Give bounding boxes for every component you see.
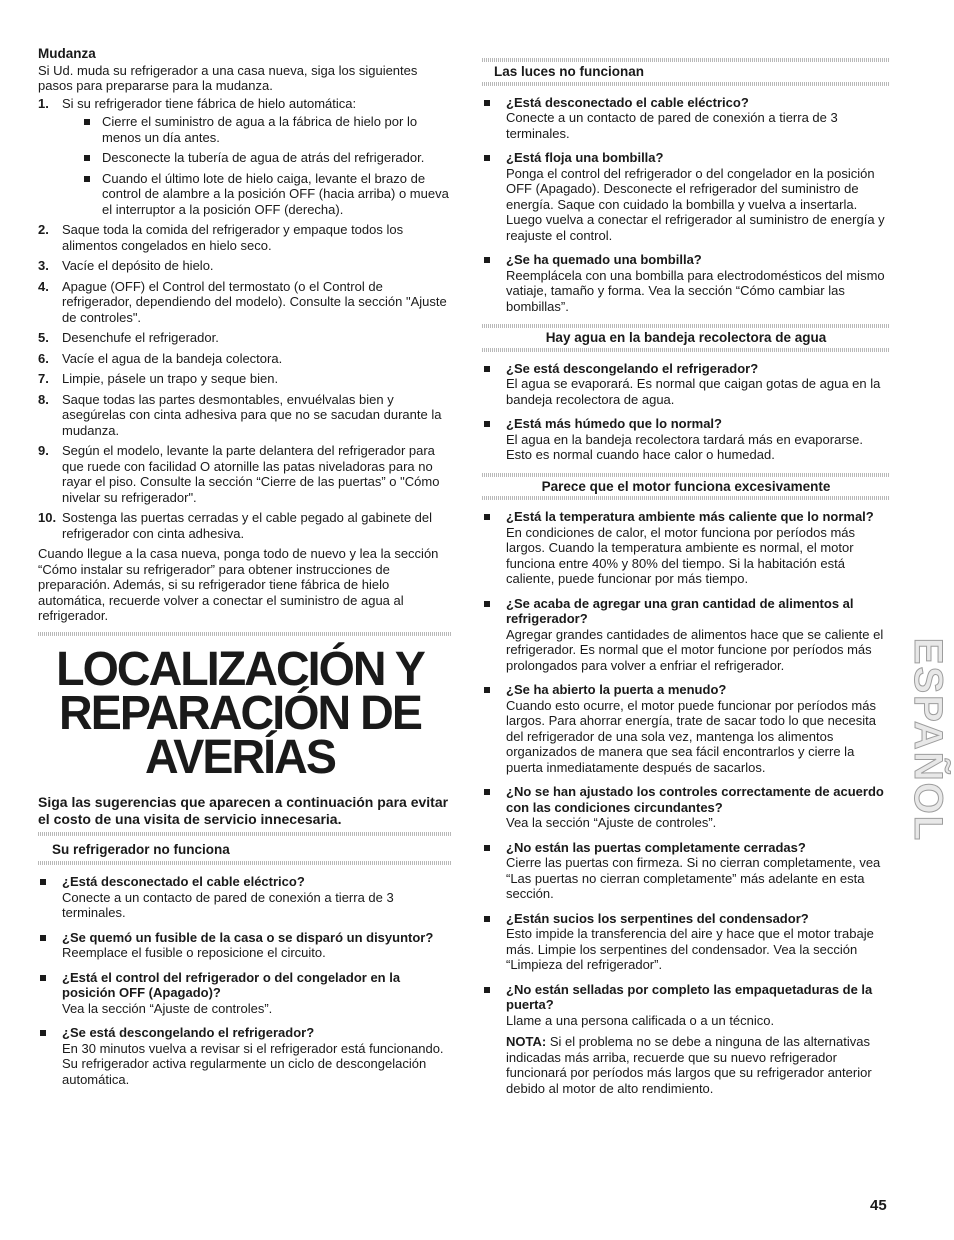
question: ¿No están selladas por completo las empaquetaduras de la puerta? bbox=[506, 981, 873, 1012]
answer: Conecte a un contacto de pared de conexión a tierra de 3 terminales. bbox=[62, 889, 394, 920]
troubleshoot-item bbox=[38, 970, 452, 1017]
step-number: 7. bbox=[38, 371, 49, 386]
step-text: Vacíe el depósito de hielo. bbox=[62, 258, 214, 273]
answer: Vea la sección “Ajuste de controles”. bbox=[506, 815, 717, 830]
question: ¿Está desconectado el cable eléctrico? bbox=[506, 94, 749, 110]
step-item bbox=[38, 279, 452, 326]
step-text: Según el modelo, levante la parte delantera del refrigerador para que ruede con facilidad O atornille las patas niveladoras para no rayar el piso. Consulte la sección “Cierre de las puertas” o "Cómo nivelar su refrigerador". bbox=[62, 443, 440, 505]
question: ¿Está la temperatura ambiente más caliente que lo normal? bbox=[506, 509, 874, 524]
ice-maker-bullets bbox=[38, 114, 452, 217]
bullet-item: Desconecte la tubería de agua de atrás del refrigerador. bbox=[38, 150, 452, 166]
question: ¿No están las puertas completamente cerradas? bbox=[506, 839, 806, 855]
step-text: Vacíe el agua de la bandeja colectora. bbox=[62, 350, 283, 366]
language-tab bbox=[900, 637, 954, 843]
note-text: Si el problema no se debe a ninguna de las alternativas indicadas más arriba, recuerde que su nuevo refrigerador funcionará por períodos más largos que su refrigerador anterior debido al motor de alto rendimiento. bbox=[506, 1034, 872, 1096]
troubleshoot-item bbox=[482, 982, 890, 1029]
section-heading: Las luces no funcionan bbox=[494, 64, 645, 79]
step-number: 1. bbox=[38, 95, 49, 111]
divider bbox=[482, 324, 890, 328]
question: ¿Se quemó un fusible de la casa o se disparó un disyuntor? bbox=[62, 929, 434, 945]
step-text: Sostenga las puertas cerradas y el cable pegado al gabinete del refrigerador con cinta adhesiva. bbox=[62, 510, 433, 541]
divider bbox=[38, 632, 452, 636]
moving-intro: Si Ud. muda su refrigerador a una casa nueva, siga los siguientes pasos para prepararse para la mudanza. bbox=[38, 62, 418, 93]
troubleshoot-item bbox=[482, 416, 890, 463]
question: ¿Está desconectado el cable eléctrico? bbox=[62, 874, 305, 889]
answer: Agregar grandes cantidades de alimentos hace que se caliente el refrigerador. Es normal que el motor funcione por períodos más prolongados para volver a enfriar el refrigerador. bbox=[506, 626, 884, 673]
step-text: Si su refrigerador tiene fábrica de hielo automática: bbox=[62, 95, 357, 111]
step-text: Desenchufe el refrigerador. bbox=[62, 330, 219, 345]
answer: Esto impide la transferencia del aire y hace que el motor trabaje más. Limpie los serpentines del condensador. Vea la sección “Limpieza del refrigerador”. bbox=[506, 926, 874, 972]
step-item bbox=[38, 351, 452, 367]
moving-heading: Mudanza bbox=[38, 46, 96, 61]
troubleshoot-item bbox=[482, 150, 890, 243]
section-heading: Parece que el motor funciona excesivamente bbox=[541, 478, 831, 494]
troubleshoot-item bbox=[482, 509, 890, 587]
answer: El agua en la bandeja recolectora tardará más en evaporarse. Esto es normal cuando hace calor o humedad. bbox=[506, 431, 863, 462]
troubleshoot-item bbox=[38, 1025, 452, 1087]
answer: Cierre las puertas con firmeza. Si no cierran completamente, vea “Las puertas no cierran completamente” más adelante en esta sección. bbox=[506, 855, 881, 901]
tagline: Siga las sugerencias que aparecen a continuación para evitar el costo de una visita de servicio innecesaria. bbox=[38, 793, 449, 827]
note bbox=[482, 1034, 890, 1096]
title-line: AVERÍAS bbox=[145, 730, 335, 784]
answer: Conecte a un contacto de pared de conexión a tierra de 3 terminales. bbox=[506, 110, 838, 141]
right-column bbox=[482, 58, 890, 1096]
divider bbox=[38, 861, 452, 865]
note-label: NOTA: bbox=[506, 1034, 547, 1049]
step-number: 4. bbox=[38, 278, 49, 294]
step-item bbox=[38, 96, 452, 218]
section-heading: Su refrigerador no funciona bbox=[52, 841, 230, 857]
troubleshoot-item bbox=[482, 361, 890, 408]
divider bbox=[482, 348, 890, 352]
bullet-item: Cierre el suministro de agua a la fábrica de hielo por lo menos un día antes. bbox=[38, 114, 452, 145]
step-text: Limpie, pásele un trapo y seque bien. bbox=[62, 371, 279, 386]
step-item bbox=[38, 222, 452, 253]
answer: El agua se evaporará. Es normal que caigan gotas de agua en la bandeja recolectora de agua. bbox=[506, 376, 881, 407]
question: ¿Están sucios los serpentines del condensador? bbox=[506, 910, 809, 926]
step-number: 2. bbox=[38, 222, 49, 237]
step-text: Apague (OFF) el Control del termostato (o el Control de refrigerador, dependiendo del modelo). Consulte la sección "Ajuste de controles". bbox=[62, 278, 447, 325]
answer: Reemplácela con una bombilla para electrodomésticos del mismo vatiaje, tamaño y forma. Vea la sección “Cómo cambiar las bombillas”. bbox=[506, 267, 885, 314]
moving-closing: Cuando llegue a la casa nueva, ponga todo de nuevo y lea la sección “Cómo instalar su refrigerador” para obtener instrucciones de preparación. Además, si su refrigerador tiene fábrica de hielo automática, recuerde volver a conectar el suministro de agua al refrigerador. bbox=[38, 546, 439, 623]
troubleshoot-item bbox=[482, 95, 890, 142]
answer: Cuando esto ocurre, el motor puede funcionar por períodos más largos. Para ahorrar energía, trate de sacar todo lo que necesita del refrigerador de una sola vez, mantenga los alimentos organizados de manera que sea fácil encontrarlos y cierre la puerta inmediatamente después de sacarlos. bbox=[506, 697, 876, 775]
answer: Reemplace el fusible o reposicione el circuito. bbox=[62, 945, 326, 960]
troubleshoot-item bbox=[482, 252, 890, 314]
step-number: 9. bbox=[38, 443, 49, 458]
step-number: 8. bbox=[38, 391, 49, 407]
troubleshoot-item bbox=[482, 596, 890, 674]
step-item bbox=[38, 371, 452, 387]
question: ¿No se han ajustado los controles correctamente de acuerdo con las condiciones circundantes? bbox=[506, 784, 884, 815]
troubleshoot-item bbox=[482, 784, 890, 831]
section-heading: Hay agua en la bandeja recolectora de agua bbox=[545, 330, 827, 345]
step-item bbox=[38, 510, 452, 541]
question: ¿Está más húmedo que lo normal? bbox=[506, 416, 722, 431]
moving-steps bbox=[38, 96, 452, 542]
question: ¿Se acaba de agregar una gran cantidad de alimentos al refrigerador? bbox=[506, 595, 854, 626]
step-number: 6. bbox=[38, 350, 49, 366]
left-column bbox=[38, 46, 452, 1087]
answer: En 30 minutos vuelva a revisar si el refrigerador está funcionando. Su refrigerador activa regularmente un ciclo de descongelación automática. bbox=[62, 1040, 444, 1087]
troubleshoot-item bbox=[38, 930, 452, 961]
title-line: LOCALIZACIÓN Y bbox=[56, 642, 424, 696]
troubleshoot-item bbox=[482, 911, 890, 973]
answer: En condiciones de calor, el motor funciona por períodos más largos. Cuando la temperatura ambiente es normal, el motor funciona entre 40% y 80% del tiempo. Si la habitación está caliente, puede funcionar por más tiempo. bbox=[506, 524, 856, 586]
question: ¿Se ha quemado una bombilla? bbox=[506, 252, 702, 267]
step-item bbox=[38, 258, 452, 274]
divider bbox=[482, 82, 890, 86]
troubleshoot-item bbox=[38, 874, 452, 921]
step-item bbox=[38, 443, 452, 505]
answer: Llame a una persona calificada o a un técnico. bbox=[506, 1012, 775, 1028]
troubleshoot-item bbox=[482, 840, 890, 902]
step-text: Saque todas las partes desmontables, envuélvalas bien y asegúrelas con cinta adhesiva para que no se sacudan durante la mudanza. bbox=[62, 391, 442, 438]
answer: Vea la sección “Ajuste de controles”. bbox=[62, 1000, 273, 1016]
title-line: REPARACIÓN DE bbox=[59, 686, 421, 740]
question: ¿Está floja una bombilla? bbox=[506, 150, 664, 165]
question: ¿Está el control del refrigerador o del congelador en la posición OFF (Apagado)? bbox=[62, 969, 401, 1000]
page-title bbox=[34, 642, 445, 784]
troubleshoot-item bbox=[482, 682, 890, 775]
step-number: 3. bbox=[38, 258, 49, 273]
question: ¿Se ha abierto la puerta a menudo? bbox=[506, 682, 727, 697]
page-number: 45 bbox=[870, 1197, 887, 1214]
divider bbox=[482, 58, 890, 62]
question: ¿Se está descongelando el refrigerador? bbox=[506, 360, 759, 376]
divider bbox=[38, 832, 452, 836]
step-number: 10. bbox=[38, 510, 57, 525]
question: ¿Se está descongelando el refrigerador? bbox=[62, 1025, 315, 1040]
step-item bbox=[38, 330, 452, 346]
answer: Ponga el control del refrigerador o del congelador en la posición OFF (Apagado). Desconecte el refrigerador del suministro de energía. Saque con cuidado la bombilla y vuelva a insertarla. Luego vuelva a conectar el refrigerador al suministro de energía y reajuste el control. bbox=[506, 165, 885, 243]
step-item bbox=[38, 392, 452, 439]
step-text: Saque toda la comida del refrigerador y empaque todos los alimentos congelados en hielo seco. bbox=[62, 222, 404, 253]
bullet-item: Cuando el último lote de hielo caiga, levante el brazo de control de alambre a la posición OFF (hacia arriba) o mueva el interruptor a la posición OFF (derecha). bbox=[38, 171, 452, 218]
language-tab-label: ESPAÑOL bbox=[905, 637, 950, 843]
step-number: 5. bbox=[38, 330, 49, 345]
divider bbox=[482, 496, 890, 500]
divider bbox=[482, 473, 890, 477]
